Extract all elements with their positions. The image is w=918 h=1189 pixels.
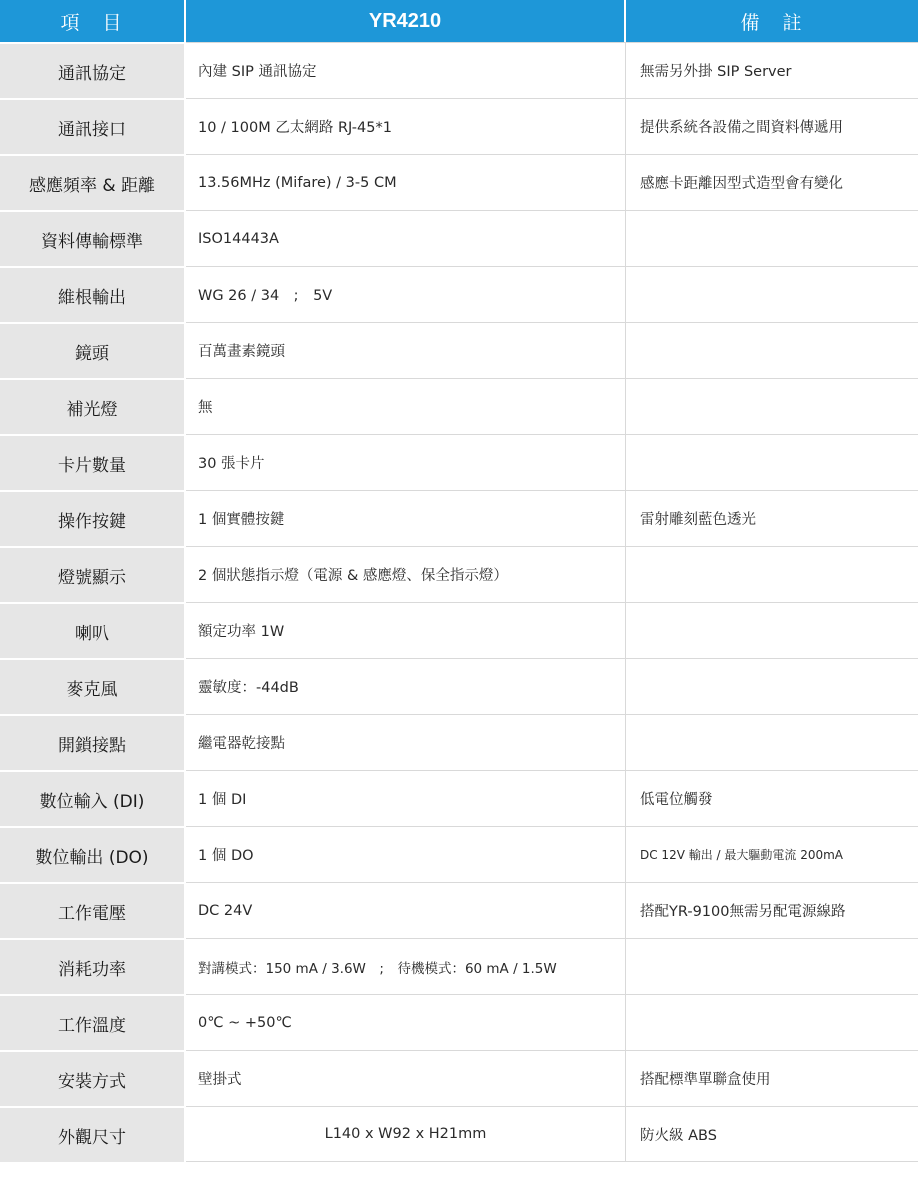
row-note (626, 378, 918, 434)
row-value: 無 (186, 378, 626, 434)
row-value: 1 個 DO (186, 826, 626, 882)
row-note (626, 714, 918, 770)
table-row (0, 826, 918, 882)
row-value: 繼電器乾接點 (186, 714, 626, 770)
row-value: 10 / 100M 乙太網路 RJ-45*1 (186, 98, 626, 154)
table-row (0, 210, 918, 266)
table-row (0, 266, 918, 322)
row-note (626, 266, 918, 322)
table-row (0, 1106, 918, 1162)
row-item: 數位輸出 (DO) (0, 826, 186, 882)
row-item: 開鎖接點 (0, 714, 186, 770)
header-note: 備 註 (626, 0, 918, 42)
table-row (0, 98, 918, 154)
row-note: 搭配YR-9100無需另配電源線路 (626, 882, 918, 938)
row-note: DC 12V 輸出 / 最大驅動電流 200mA (626, 826, 918, 882)
row-item: 資料傳輸標準 (0, 210, 186, 266)
row-value: 百萬畫素鏡頭 (186, 322, 626, 378)
row-note: 搭配標準單聯盒使用 (626, 1050, 918, 1106)
row-item: 通訊接口 (0, 98, 186, 154)
row-note (626, 210, 918, 266)
row-value: 對講模式：150 mA / 3.6W ; 待機模式：60 mA / 1.5W (186, 938, 626, 994)
row-item: 麥克風 (0, 658, 186, 714)
row-value: ISO14443A (186, 210, 626, 266)
row-item: 外觀尺寸 (0, 1106, 186, 1162)
row-item: 安裝方式 (0, 1050, 186, 1106)
row-note (626, 994, 918, 1050)
row-value: WG 26 / 34 ; 5V (186, 266, 626, 322)
table-row (0, 770, 918, 826)
row-item: 喇叭 (0, 602, 186, 658)
table-row (0, 994, 918, 1050)
row-value: 壁掛式 (186, 1050, 626, 1106)
row-note: 無需另外掛 SIP Server (626, 42, 918, 98)
table-row (0, 602, 918, 658)
header-item: 項 目 (0, 0, 186, 42)
row-value: 1 個實體按鍵 (186, 490, 626, 546)
row-value: 0℃ ~ +50℃ (186, 994, 626, 1050)
header-row (0, 0, 918, 42)
row-value: 內建 SIP 通訊協定 (186, 42, 626, 98)
row-item: 燈號顯示 (0, 546, 186, 602)
row-value: 13.56MHz (Mifare) / 3-5 CM (186, 154, 626, 210)
row-item: 工作電壓 (0, 882, 186, 938)
row-item: 卡片數量 (0, 434, 186, 490)
row-value: 2 個狀態指示燈（電源 & 感應燈、保全指示燈） (186, 546, 626, 602)
row-item: 補光燈 (0, 378, 186, 434)
row-item: 操作按鍵 (0, 490, 186, 546)
row-value: 靈敏度：-44dB (186, 658, 626, 714)
table-row (0, 490, 918, 546)
row-value: L140 x W92 x H21mm (186, 1106, 626, 1162)
table-row (0, 42, 918, 98)
row-item: 維根輸出 (0, 266, 186, 322)
row-note (626, 602, 918, 658)
table-row (0, 322, 918, 378)
row-note: 感應卡距離因型式造型會有變化 (626, 154, 918, 210)
row-item: 消耗功率 (0, 938, 186, 994)
row-value: 30 張卡片 (186, 434, 626, 490)
table-row (0, 1050, 918, 1106)
table-row (0, 714, 918, 770)
row-value: DC 24V (186, 882, 626, 938)
row-value: 1 個 DI (186, 770, 626, 826)
row-note: 防火級 ABS (626, 1106, 918, 1162)
row-note: 提供系統各設備之間資料傳遞用 (626, 98, 918, 154)
row-note (626, 658, 918, 714)
row-note (626, 322, 918, 378)
table-row (0, 434, 918, 490)
header-model: YR4210 (186, 0, 626, 42)
row-item: 通訊協定 (0, 42, 186, 98)
row-note: 低電位觸發 (626, 770, 918, 826)
row-value: 額定功率 1W (186, 602, 626, 658)
row-item: 鏡頭 (0, 322, 186, 378)
row-note: 雷射雕刻藍色透光 (626, 490, 918, 546)
table-row (0, 546, 918, 602)
row-item: 數位輸入 (DI) (0, 770, 186, 826)
table-row (0, 378, 918, 434)
row-note (626, 434, 918, 490)
row-item: 感應頻率 & 距離 (0, 154, 186, 210)
row-note (626, 546, 918, 602)
table-row (0, 882, 918, 938)
row-note (626, 938, 918, 994)
table-row (0, 154, 918, 210)
table-row (0, 938, 918, 994)
table-row (0, 658, 918, 714)
row-item: 工作溫度 (0, 994, 186, 1050)
